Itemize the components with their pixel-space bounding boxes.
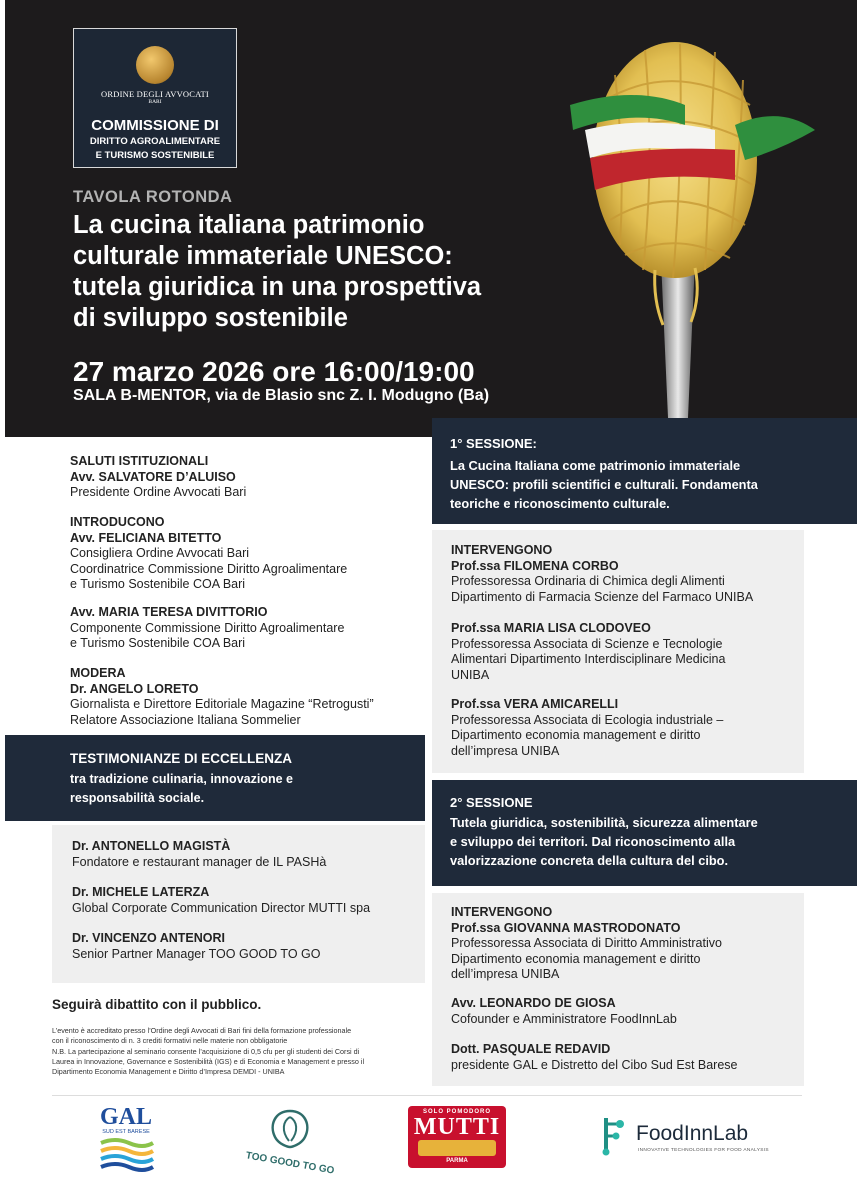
sessione1-line: UNESCO: profili scientifici e culturali. Fondamenta (450, 477, 758, 492)
speaker-role: Global Corporate Communication Director MUTTI spa (72, 900, 371, 915)
testimone (72, 839, 326, 870)
testimonianze-sub: responsabilità sociale. (70, 791, 205, 805)
logo-commissione-line2: DIRITTO AGROALIMENTARE (89, 136, 221, 147)
spaghetti-fork-illustration (545, 30, 835, 437)
section-heading: MODERA (70, 666, 126, 680)
title-line: La cucina italiana patrimonio (73, 211, 425, 239)
speaker-role: Dipartimento economia management e diritto (451, 951, 701, 966)
tgtg-leaf-icon (245, 1105, 335, 1151)
speaker-role: Cofounder e Amministratore FoodInnLab (451, 1011, 677, 1026)
logo-bari-text: BARI (148, 99, 162, 105)
speaker-role: Fondatore e restaurant manager de IL PASHà (72, 854, 327, 869)
title-line: culturale immateriale UNESCO: (73, 242, 453, 270)
speaker-role: Professoressa Associata di Diritto Amministrativo (451, 936, 722, 950)
testimonianze-title: TESTIMONIANZE DI ECCELLENZA (70, 751, 292, 766)
mutti-logo-top: SOLO POMODORO (422, 1109, 491, 1115)
speaker-role: Componente Commissione Diritto Agroalimentare (70, 620, 345, 635)
speaker-role: Relatore Associazione Italiana Sommelier (70, 712, 301, 727)
logo-commissione-line3: E TURISMO SOSTENIBILE (95, 150, 215, 161)
relatore (451, 996, 677, 1027)
speaker-role: Consigliera Ordine Avvocati Bari (70, 546, 250, 560)
sessione1-title: 1° SESSIONE: (450, 436, 537, 451)
speaker-role: dell’impresa UNIBA (451, 967, 560, 981)
speaker-name: Dr. ANGELO LORETO (70, 681, 199, 696)
accreditation-note: N.B. La partecipazione al seminario consente l’acquisizione di 0,5 cfu per gli studenti dei Corsi di (52, 1047, 360, 1056)
speaker-name: Prof.ssa GIOVANNA MASTRODONATO (451, 920, 681, 935)
speaker-role: e Turismo Sostenibile COA Bari (70, 577, 246, 591)
speaker-role: Dipartimento economia management e diritto (451, 728, 701, 742)
hero-header (5, 0, 857, 437)
sessione1-line: La Cucina Italiana come patrimonio immateriale (450, 458, 741, 473)
testimone (72, 885, 370, 916)
mutti-logo-text: MUTTI (413, 1114, 501, 1140)
sessione1-banner (432, 418, 857, 524)
speaker-role: Dipartimento di Farmacia Scienze del Farmaco UNIBA (451, 589, 754, 604)
sessione2-banner (432, 780, 857, 886)
title-line: di sviluppo sostenibile (73, 304, 348, 332)
ordine-avvocati-logo (73, 28, 237, 168)
accreditation-note: L’evento è accreditato presso l’Ordine degli Avvocati di Bari fini della formazione professionale (52, 1026, 352, 1035)
accreditation-note: Dipartimento Economia Management e Diritto d’Impresa DEMDI - UNIBA (52, 1067, 285, 1076)
event-venue: SALA B-MENTOR, via de Blasio snc Z. I. Modugno (Ba) (73, 387, 490, 404)
speaker-name: Prof.ssa FILOMENA CORBO (451, 558, 619, 573)
speaker-role: dell’impresa UNIBA (451, 743, 560, 758)
sessione2-line: valorizzazione concreta della cultura del cibo. (450, 853, 729, 868)
sessione1-line: teoriche e riconoscimento culturale. (450, 496, 670, 511)
logo-ordine-text: ORDINE DEGLI AVVOCATI (101, 89, 209, 99)
speaker-name: Avv. SALVATORE D’ALUISO (70, 469, 236, 484)
speaker-role: Professoressa Ordinaria di Chimica degli Alimenti (451, 574, 725, 588)
tgtg-logo-text: TOO GOOD TO GO (244, 1150, 336, 1177)
mutti-logo (408, 1106, 506, 1168)
sessione2-line: e sviluppo dei territori. Dal riconoscimento alla (450, 834, 736, 849)
speaker-role: Professoressa Associata di Ecologia industriale – (451, 712, 724, 727)
speaker-role: presidente GAL e Distretto del Cibo Sud Est Barese (451, 1057, 738, 1072)
event-date: 27 marzo 2026 ore 16:00/19:00 (73, 356, 475, 387)
sessione2-title: 2° SESSIONE (450, 795, 533, 810)
testimone (72, 931, 320, 962)
foodinnlab-logo-sub: INNOVATIVE TECHNOLOGIES FOR FOOD ANALYSIS (638, 1148, 769, 1153)
mutti-logo-sub: PARMA (446, 1158, 468, 1164)
seal-icon (136, 46, 174, 84)
section-heading: INTERVENGONO (451, 905, 553, 919)
speaker-name: Avv. MARIA TERESA DIVITTORIO (70, 605, 268, 619)
introducono-2 (70, 605, 344, 652)
accreditation-note: Laurea in Innovazione, Governance e Sostenibilità (IGS) e di Economia e Management e presso il (52, 1057, 365, 1066)
relatore (451, 1042, 738, 1073)
foodinnlab-logo (598, 1112, 778, 1160)
speaker-name: Dr. MICHELE LATERZA (72, 885, 210, 899)
waves-icon (95, 1135, 157, 1177)
title-line: tutela giuridica in una prospettiva (73, 273, 482, 301)
speaker-name: Dr. VINCENZO ANTENORI (72, 931, 226, 945)
accreditation-note: con il riconoscimento di n. 3 crediti formativi nelle materie non obbligatorie (52, 1036, 288, 1045)
speaker-name: Prof.ssa MARIA LISA CLODOVEO (451, 621, 651, 635)
speaker-role: UNIBA (451, 667, 490, 682)
gal-logo-text: GAL (99, 1104, 152, 1130)
speaker-role: e Turismo Sostenibile COA Bari (70, 636, 246, 650)
speaker-name: Avv. LEONARDO DE GIOSA (451, 996, 616, 1010)
section-heading: SALUTI ISTITUZIONALI (70, 454, 209, 468)
testimonianze-banner (5, 735, 425, 821)
logo-commissione-line1: COMMISSIONE DI (91, 117, 219, 134)
sessione2-line: Tutela giuridica, sostenibilità, sicurezza alimentare (450, 815, 758, 830)
speaker-role: Senior Partner Manager TOO GOOD TO GO (72, 946, 321, 961)
event-title (73, 210, 593, 334)
speaker-name: Dott. PASQUALE REDAVID (451, 1042, 611, 1056)
relatore (451, 697, 723, 759)
dibattito-note: Seguirà dibattito con il pubblico. (52, 997, 262, 1012)
gal-logo-sub: SUD EST BARESE (102, 1129, 150, 1135)
saluti-istituzionali (70, 454, 246, 501)
relatore (451, 905, 722, 983)
too-good-to-go-logo (245, 1105, 335, 1175)
testimonianze-sub: tra tradizione culinaria, innovazione e (70, 772, 293, 786)
gal-logo (95, 1105, 157, 1180)
testimoni-box (52, 825, 425, 983)
molecule-icon (598, 1112, 628, 1156)
speaker-role: Coordinatrice Commissione Diritto Agroalimentare (70, 561, 348, 576)
foodinnlab-logo-text: FoodInnLab (636, 1122, 749, 1145)
section-heading: INTRODUCONO (70, 515, 165, 529)
speaker-role: Presidente Ordine Avvocati Bari (70, 485, 247, 499)
section-heading: INTERVENGONO (451, 543, 553, 557)
speaker-role: Alimentari Dipartimento Interdisciplinare Medicina (451, 652, 726, 666)
event-kicker: TAVOLA ROTONDA (73, 188, 233, 206)
relatore (451, 543, 753, 605)
speaker-name: Dr. ANTONELLO MAGISTÀ (72, 839, 231, 853)
introducono (70, 515, 347, 593)
lions-emblem-icon (418, 1140, 496, 1156)
speaker-name: Prof.ssa VERA AMICARELLI (451, 697, 619, 711)
footer-divider (52, 1095, 802, 1096)
modera (70, 666, 374, 728)
relatore (451, 621, 725, 683)
speaker-role: Professoressa Associata di Scienze e Tecnologie (451, 636, 723, 651)
interventi-sessione2 (432, 893, 804, 1086)
interventi-sessione1 (432, 530, 804, 773)
speaker-role: Giornalista e Direttore Editoriale Magazine “Retrogusti” (70, 697, 374, 711)
speaker-name: Avv. FELICIANA BITETTO (70, 530, 222, 545)
